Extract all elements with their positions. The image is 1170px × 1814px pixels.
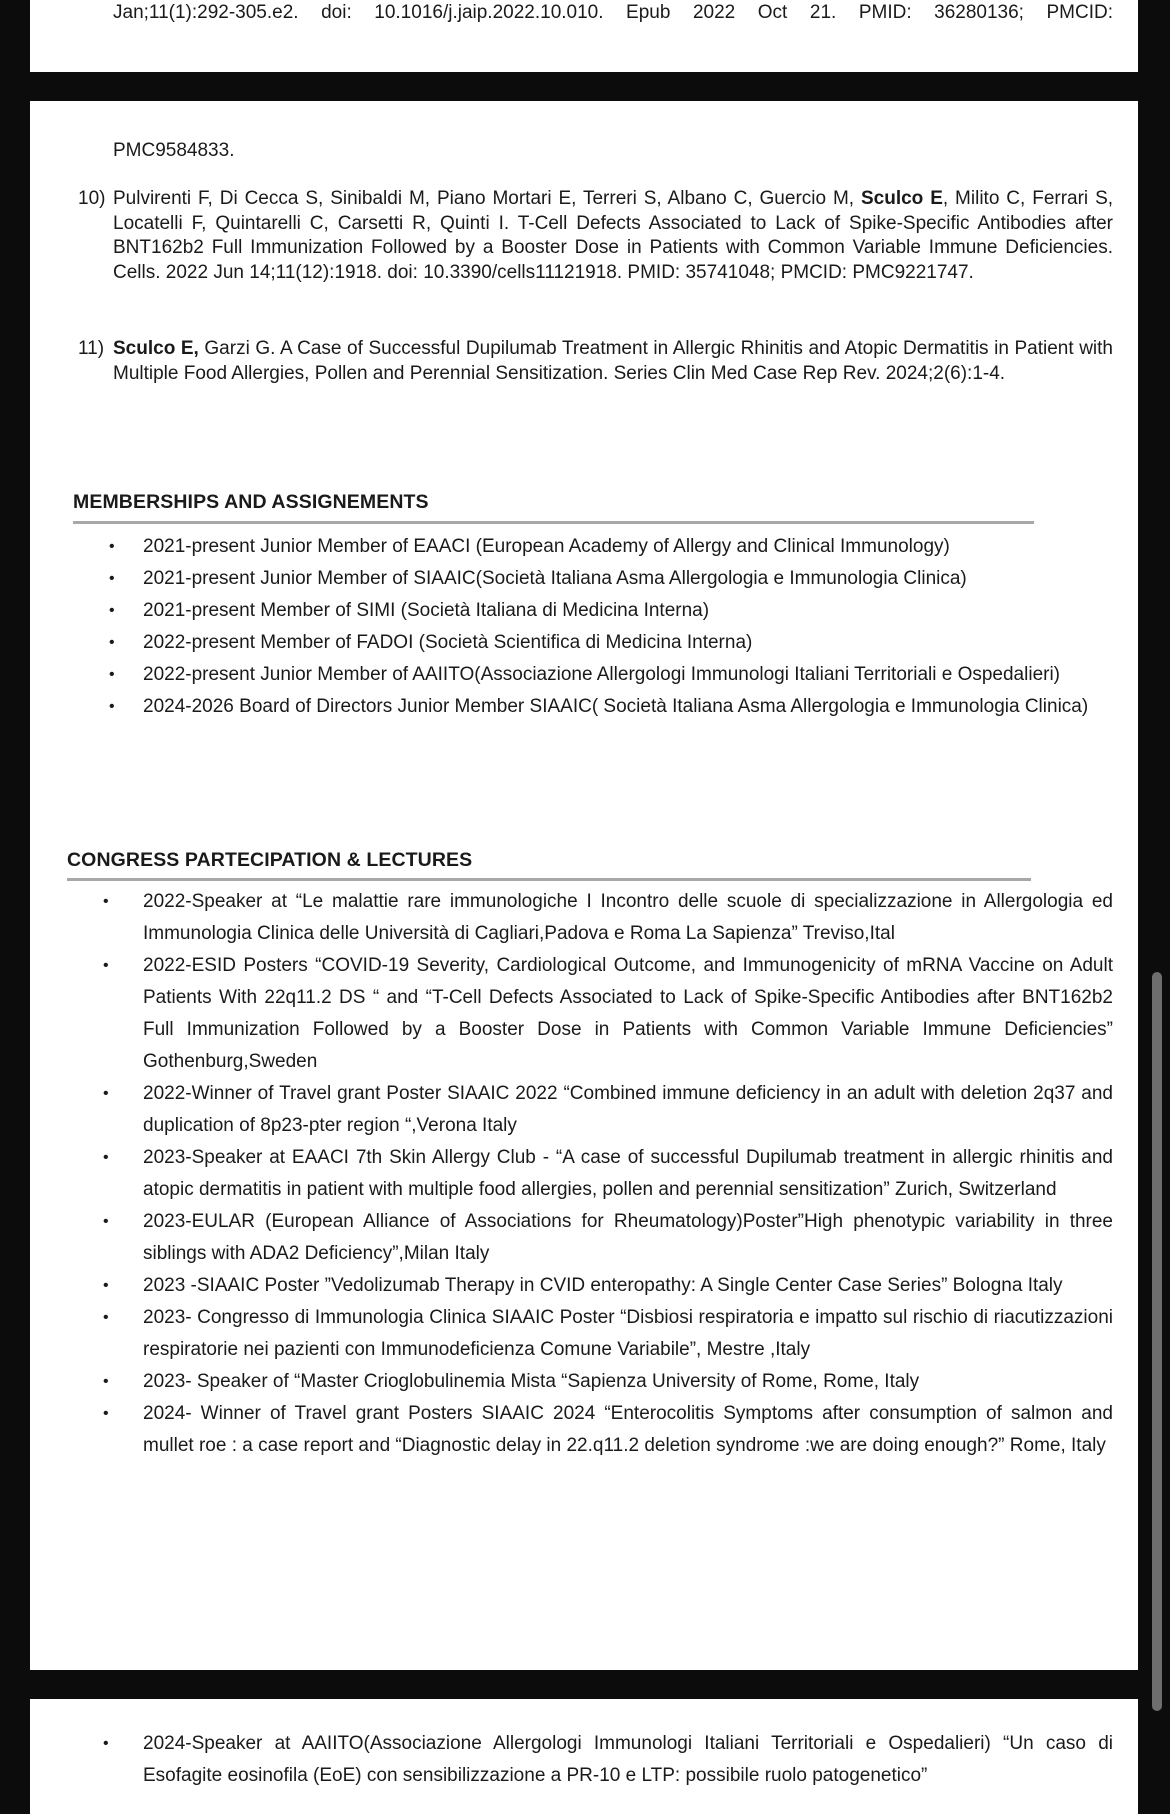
list-item-text: 2024-Speaker at AAIITO(Associazione Allergologi Immunologi Italiani Territoriali e Ospedalieri) “Un caso di Esofagite eosinofila (EoE) con sensibilizzazione a PR-10 e LTP: possibile ruolo patogenetico”	[143, 1733, 1113, 1786]
bullet-icon: •	[103, 957, 109, 974]
list-item	[73, 691, 1113, 723]
bullet-icon: •	[103, 1149, 109, 1166]
bullet-icon: •	[103, 1085, 109, 1102]
section-divider	[73, 521, 1034, 524]
list-item-text: 2021-present Junior Member of EAACI (European Academy of Allergy and Clinical Immunology)	[143, 536, 950, 557]
list-item-text: 2023- Congresso di Immunologia Clinica SIAAIC Poster “Disbiosi respiratoria e impatto sul rischio di riacutizzazioni respiratorie nei pazienti con Immunodeficienza Comune Variabile”, Mestre ,Italy	[143, 1307, 1113, 1360]
author-highlight: Sculco E	[860, 188, 943, 209]
bullet-icon: •	[103, 1277, 109, 1294]
list-item-text: 2022-present Junior Member of AAIITO(Associazione Allergologi Immunologi Italiani Territoriali e Ospedalieri)	[143, 664, 1061, 685]
bullet-icon: •	[109, 698, 115, 715]
congress-list-continued	[67, 1728, 1113, 1792]
list-item	[67, 1142, 1113, 1206]
list-item	[67, 886, 1113, 950]
bullet-icon: •	[103, 893, 109, 910]
list-item-text: 2024- Winner of Travel grant Posters SIAAIC 2024 “Enterocolitis Symptoms after consumption of salmon and mullet roe : a case report and “Diagnostic delay in 22.q11.2 deletion syndrome :we are doing enough?” Rome, Italy	[143, 1403, 1113, 1456]
list-item	[73, 531, 1113, 563]
document-page-3	[30, 1699, 1138, 1814]
list-item-text: 2021-present Junior Member of SIAAIC(Società Italiana Asma Allergologia e Immunologia Clinica)	[143, 568, 967, 589]
document-page-2	[30, 101, 1138, 1670]
reference-number: 10)	[78, 188, 106, 209]
congress-list	[67, 886, 1113, 1462]
list-item	[73, 563, 1113, 595]
list-item	[67, 1728, 1113, 1792]
list-item	[73, 659, 1113, 691]
list-item-text: 2023- Speaker of “Master Crioglobulinemia Mista “Sapienza University of Rome, Rome, Italy	[143, 1371, 920, 1392]
bullet-icon: •	[103, 1735, 109, 1752]
list-item	[67, 1398, 1113, 1462]
author-highlight: Sculco E,	[113, 338, 199, 359]
list-item-text: 2024-2026 Board of Directors Junior Member SIAAIC( Società Italiana Asma Allergologia e Immunologia Clinica)	[143, 696, 1089, 717]
list-item	[67, 1270, 1113, 1302]
list-item	[73, 627, 1113, 659]
list-item-text: 2023 -SIAAIC Poster ”Vedolizumab Therapy in CVID enteropathy: A Single Center Case Series” Bologna Italy	[143, 1275, 1063, 1296]
reference-continuation-text: Jan;11(1):292-305.e2. doi: 10.1016/j.jaip.2022.10.010. Epub 2022 Oct 21. PMID: 36280136; PMCID:	[113, 2, 1113, 23]
memberships-section-title: MEMBERSHIPS AND ASSIGNEMENTS	[73, 491, 429, 513]
list-item	[67, 1078, 1113, 1142]
list-item	[67, 950, 1113, 1078]
bullet-icon: •	[103, 1213, 109, 1230]
list-item	[67, 1366, 1113, 1398]
list-item	[73, 595, 1113, 627]
reference-number: 11)	[78, 338, 105, 359]
memberships-list	[73, 531, 1113, 723]
reference-item-11	[78, 337, 1113, 386]
reference-text: Pulvirenti F, Di Cecca S, Sinibaldi M, Piano Mortari E, Terreri S, Albano C, Guercio M, Sculco E, Milito C, Ferrari S, Locatelli F, Quintarelli C, Carsetti R, Quinti I. T-Cell Defects Associated to Lack of Spike-Specific Antibodies after BNT162b2 Full Immunization Followed by a Booster Dose in Patients with Common Variable Immune Deficiencies. Cells. 2022 Jun 14;11(12):1918. doi: 10.3390/cells11121918. PMID: 35741048; PMCID: PMC9221747.	[113, 188, 1114, 283]
bullet-icon: •	[109, 634, 115, 651]
bullet-icon: •	[103, 1373, 109, 1390]
reference-text: Sculco E, Garzi G. A Case of Successful Dupilumab Treatment in Allergic Rhinitis and Atopic Dermatitis in Patient with Multiple Food Allergies, Pollen and Perennial Sensitization. Series Clin Med Case Rep Rev. 2024;2(6):1-4.	[113, 338, 1113, 384]
bullet-icon: •	[109, 538, 115, 555]
bullet-icon: •	[109, 666, 115, 683]
list-item-text: 2022-ESID Posters “COVID-19 Severity, Cardiological Outcome, and Immunogenicity of mRNA Vaccine on Adult Patients With 22q11.2 DS “ and “T-Cell Defects Associated to Lack of Spike-Specific Antibodies after BNT162b2 Full Immunization Followed by a Booster Dose in Patients with Common Variable Immune Deficiencies” Gothenburg,Sweden	[143, 955, 1113, 1072]
bullet-icon: •	[109, 602, 115, 619]
bullet-icon: •	[103, 1309, 109, 1326]
congress-section-title: CONGRESS PARTECIPATION & LECTURES	[67, 849, 473, 871]
bullet-icon: •	[109, 570, 115, 587]
list-item-text: 2021-present Member of SIMI (Società Italiana di Medicina Interna)	[143, 600, 710, 621]
list-item-text: 2022-Speaker at “Le malattie rare immunologiche I Incontro delle scuole di specializzazione in Allergologia ed Immunologia Clinica delle Università di Cagliari,Padova e Roma La Sapienza” Treviso,Ital	[143, 891, 1113, 944]
list-item-text: 2022-Winner of Travel grant Poster SIAAIC 2022 “Combined immune deficiency in an adult with deletion 2q37 and duplication of 8p23-pter region “,Verona Italy	[143, 1083, 1113, 1136]
list-item	[67, 1206, 1113, 1270]
vertical-scrollbar[interactable]	[1152, 972, 1162, 1711]
list-item-text: 2022-present Member of FADOI (Società Scientifica di Medicina Interna)	[143, 632, 753, 653]
list-item-text: 2023-Speaker at EAACI 7th Skin Allergy Club - “A case of successful Dupilumab treatment in allergic rhinitis and atopic dermatitis in patient with multiple food allergies, pollen and perennial sensitization” Zurich, Switzerland	[143, 1147, 1113, 1200]
section-divider	[67, 878, 1031, 881]
reference-continuation-text: PMC9584833.	[113, 140, 235, 161]
bullet-icon: •	[103, 1405, 109, 1422]
list-item-text: 2023-EULAR (European Alliance of Associations for Rheumatology)Poster”High phenotypic variability in three siblings with ADA2 Deficiency”,Milan Italy	[143, 1211, 1113, 1264]
document-page-1	[30, 0, 1138, 72]
reference-item-10	[78, 187, 1113, 285]
list-item	[67, 1302, 1113, 1366]
